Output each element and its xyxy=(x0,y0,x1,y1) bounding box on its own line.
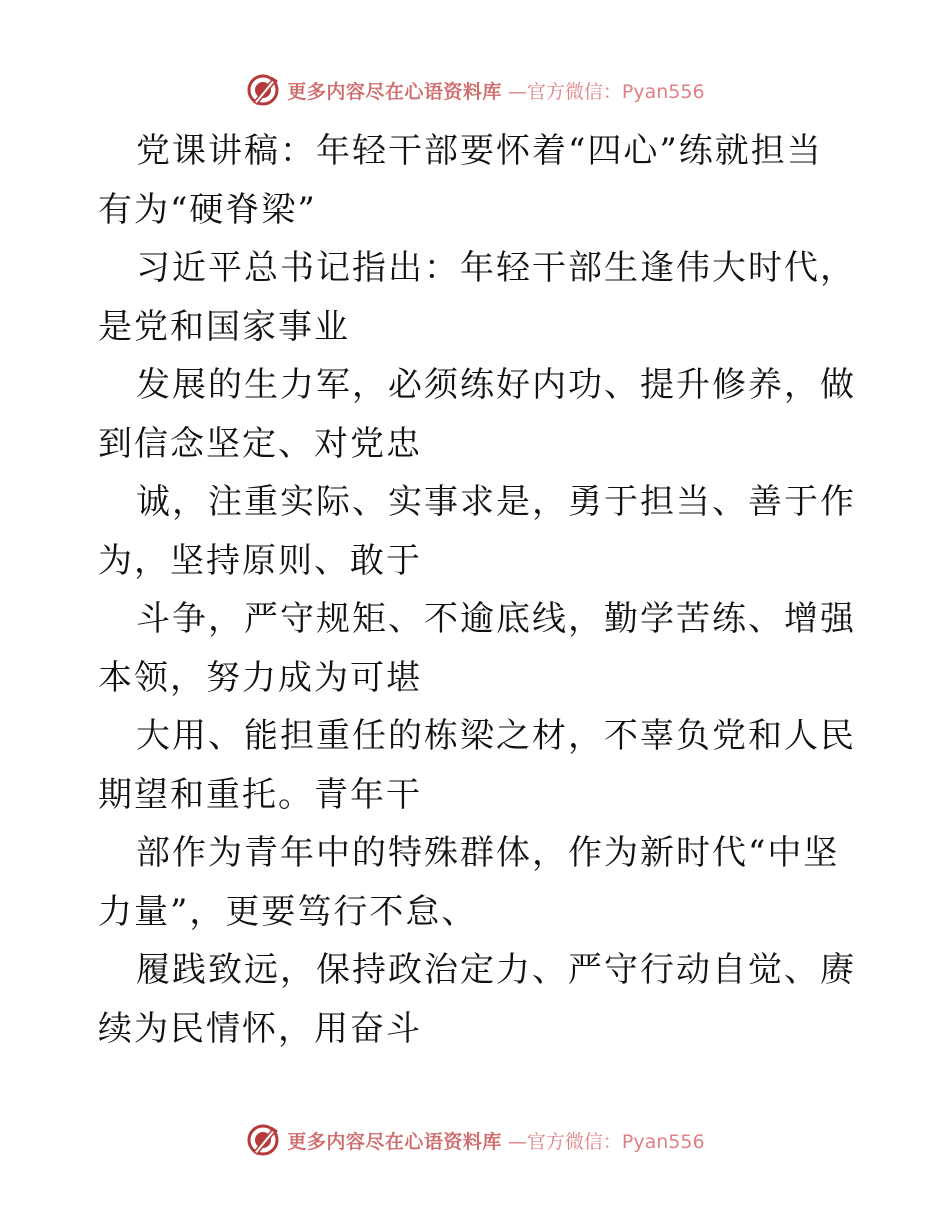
watermark-wechat-text: —官方微信：Pyan556 xyxy=(507,80,705,103)
paragraph-line: 习近平总书记指出：年轻干部生逢伟大时代，是党和国家事业 xyxy=(98,248,856,347)
footer-watermark xyxy=(0,1120,950,1160)
watermark-brand-text: 更多内容尽在心语资料库 xyxy=(287,80,502,103)
paragraph-line: 部作为青年中的特殊群体，作为新时代“中坚力量”，更要笃行不怠、 xyxy=(98,833,840,932)
header-watermark xyxy=(0,70,950,110)
paragraph-line: 大用、能担重任的栋梁之材，不辜负党和人民期望和重托。青年干 xyxy=(98,716,856,815)
watermark-wechat-text: —官方微信：Pyan556 xyxy=(507,1130,705,1153)
document-body xyxy=(98,122,858,1058)
pen-circle-logo-icon xyxy=(245,1122,281,1158)
paragraph-line: 诚，注重实际、实事求是，勇于担当、善于作为，坚持原则、敢于 xyxy=(98,482,856,581)
pen-circle-logo-icon xyxy=(245,72,281,108)
paragraph-line: 履践致远，保持政治定力、严守行动自觉、赓续为民情怀，用奋斗 xyxy=(98,950,856,1049)
paragraph-line: 发展的生力军，必须练好内功、提升修养，做到信念坚定、对党忠 xyxy=(98,365,856,464)
watermark-brand-text: 更多内容尽在心语资料库 xyxy=(287,1130,502,1153)
document-title: 党课讲稿：年轻干部要怀着“四心”练就担当有为“硬脊梁” xyxy=(98,131,823,230)
paragraph-line: 斗争，严守规矩、不逾底线，勤学苦练、增强本领，努力成为可堪 xyxy=(98,599,856,698)
